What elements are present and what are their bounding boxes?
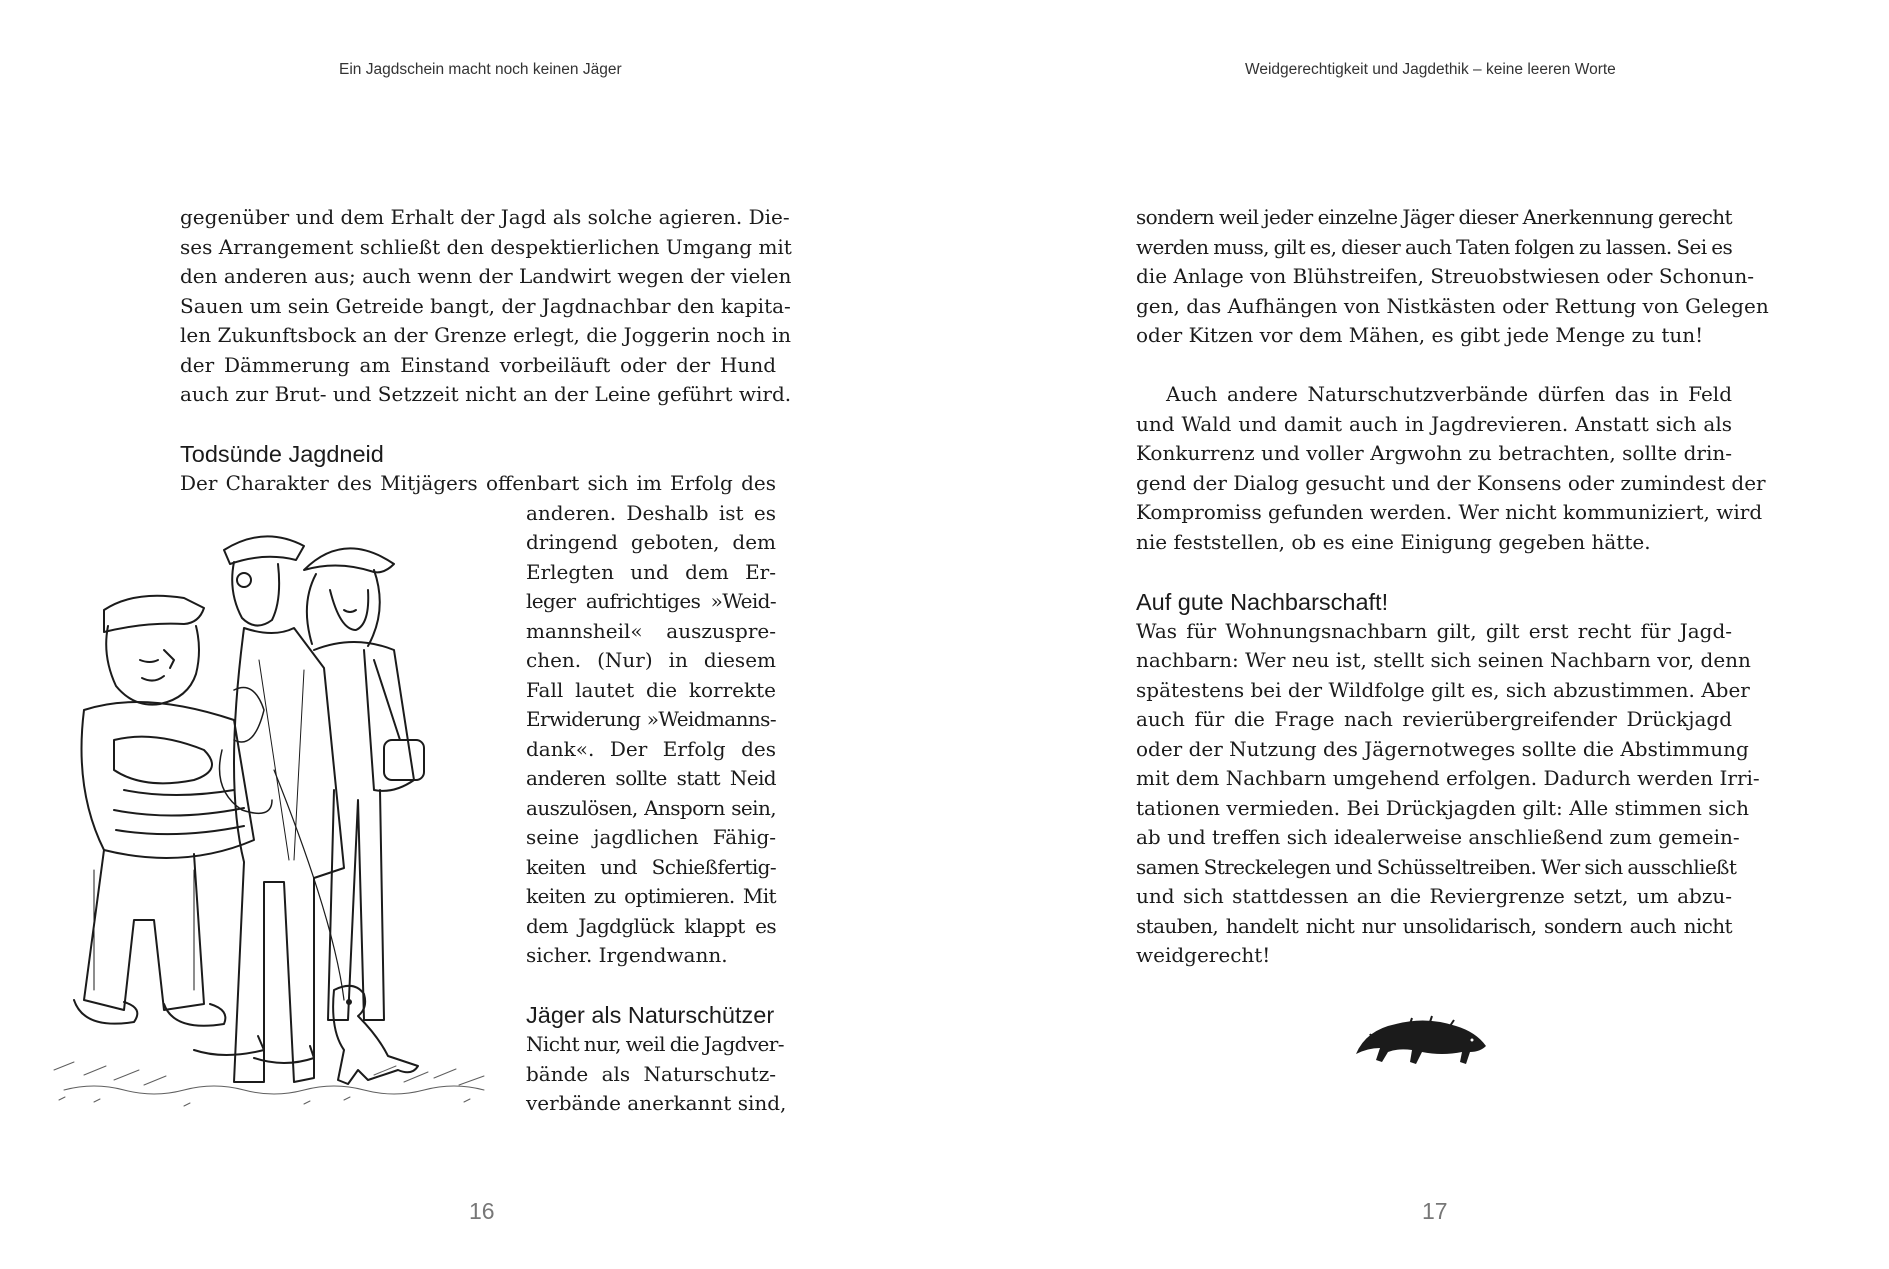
text-line: nie feststellen, ob es eine Einigung gegeben hätte. — [1136, 529, 1651, 554]
text-line: die Anlage von Blühstreifen, Streuobstwiesen oder Schonun- — [1136, 264, 1755, 288]
text-line: Was für Wohnungsnachbarn gilt, gilt erst recht für Jagd- — [1136, 618, 1732, 643]
page-number: 16 — [469, 1198, 495, 1224]
text-line: oder Kitzen vor dem Mähen, es gibt jede Menge zu tun! — [1136, 323, 1704, 347]
text-line: chen. (Nur) in diesem — [526, 648, 776, 672]
text-line: Auch andere Naturschutzverbände dürfen das in Feld — [1166, 382, 1732, 406]
text-line: Nicht nur, weil die Jagdver- — [526, 1032, 784, 1056]
paragraph — [180, 203, 792, 410]
text-line: spätestens bei der Wildfolge gilt es, sich abzustimmen. Aber — [1136, 677, 1750, 702]
text-line: und Wald und damit auch in Jagdrevieren. Anstatt sich als — [1136, 411, 1732, 436]
text-line: den anderen aus; auch wenn der Landwirt wegen der vielen — [180, 264, 792, 288]
text-line: dem Jagdglück klappt es — [526, 913, 776, 938]
right-text-column — [1136, 203, 1769, 971]
page-number: 17 — [1422, 1198, 1448, 1224]
text-line: anderen. Deshalb ist es — [526, 500, 776, 525]
text-line: keiten zu optimieren. Mit — [526, 884, 776, 908]
text-line: Der Charakter des Mitjägers offenbart sich im Erfolg des — [180, 471, 776, 495]
text-line: mannsheil« auszuspre- — [526, 618, 776, 643]
running-head: Ein Jagdschein macht noch keinen Jäger — [339, 61, 622, 78]
text-line: anderen sollte statt Neid — [526, 766, 776, 790]
text-line: Erlegten und dem Er- — [526, 559, 776, 584]
text-line: weidgerecht! — [1136, 943, 1271, 967]
text-line: gen, das Aufhängen von Nistkästen oder Rettung von Gelegen — [1136, 293, 1769, 318]
text-line: auch für die Frage nach revierübergreifender Drückjagd — [1136, 707, 1732, 731]
text-line: ses Arrangement schließt den despektierlichen Umgang mit — [180, 234, 792, 259]
text-line: mit dem Nachbarn umgehend erfolgen. Dadurch werden Irri- — [1136, 766, 1760, 790]
paragraph — [1136, 203, 1769, 351]
text-line: stauben, handelt nicht nur unsolidarisch, sondern auch nicht — [1136, 913, 1732, 938]
text-line: dank«. Der Erfolg des — [526, 736, 776, 761]
text-line: samen Streckelegen und Schüsseltreiben. Wer sich ausschließt — [1136, 854, 1737, 879]
running-head: Weidgerechtigkeit und Jagdethik – keine leeren Worte — [1245, 61, 1616, 78]
text-line: sondern weil jeder einzelne Jäger dieser Anerkennung gerecht — [1136, 205, 1732, 229]
text-line: auch zur Brut- und Setzzeit nicht an der Leine geführt wird. — [180, 382, 792, 406]
text-line: Fall lautet die korrekte — [526, 677, 776, 702]
text-line: keiten und Schießfertig- — [526, 854, 776, 879]
paragraph — [1136, 617, 1760, 971]
right-page — [945, 0, 1889, 1269]
text-line: Konkurrenz und voller Argwohn zu betrachten, sollte drin- — [1136, 441, 1732, 465]
text-line: len Zukunftsbock an der Grenze erlegt, die Joggerin noch in — [180, 323, 791, 347]
text-line: verbände anerkannt sind, — [526, 1091, 787, 1115]
section-heading: Todsünde Jagdneid — [180, 441, 384, 467]
text-line: oder der Nutzung des Jägernotweges sollte die Abstimmung — [1136, 736, 1749, 761]
text-line: auszulösen, Ansporn sein, — [526, 795, 776, 820]
text-line: Erwiderung »Weidmanns- — [526, 707, 776, 731]
text-line: werden muss, gilt es, dieser auch Taten folgen zu lassen. Sei es — [1136, 234, 1733, 259]
text-line: leger aufrichtiges »Weid- — [526, 589, 776, 613]
text-line: dringend geboten, dem — [526, 530, 776, 554]
section-heading: Jäger als Naturschützer — [526, 1002, 775, 1028]
text-line: Kompromiss gefunden werden. Wer nicht kommuniziert, wird — [1136, 500, 1763, 524]
wild-boar-icon — [1350, 1010, 1490, 1068]
text-line: nachbarn: Wer neu ist, stellt sich seinen Nachbarn vor, denn — [1136, 648, 1751, 672]
text-line: gegenüber und dem Erhalt der Jagd als solche agieren. Die- — [180, 205, 790, 229]
text-line: bände als Naturschutz- — [526, 1061, 776, 1086]
hunters-sketch-icon — [44, 510, 494, 1110]
left-page — [0, 0, 944, 1269]
text-line: Sauen um sein Getreide bangt, der Jagdnachbar den kapita- — [180, 293, 791, 318]
text-line: der Dämmerung am Einstand vorbeiläuft oder der Hund — [180, 352, 776, 377]
text-line: sicher. Irgendwann. — [526, 943, 728, 967]
text-line: gend der Dialog gesucht und der Konsens oder zumindest der — [1136, 470, 1766, 495]
paragraph — [1136, 380, 1766, 557]
text-line: tationen vermieden. Bei Drückjagden gilt: Alle stimmen sich — [1136, 795, 1750, 820]
text-line: seine jagdlichen Fähig- — [526, 825, 776, 849]
text-line: und sich stattdessen an die Reviergrenze setzt, um abzu- — [1136, 884, 1732, 908]
text-line: ab und treffen sich idealerweise anschließend zum gemein- — [1136, 825, 1740, 849]
section-heading: Auf gute Nachbarschaft! — [1136, 588, 1389, 615]
